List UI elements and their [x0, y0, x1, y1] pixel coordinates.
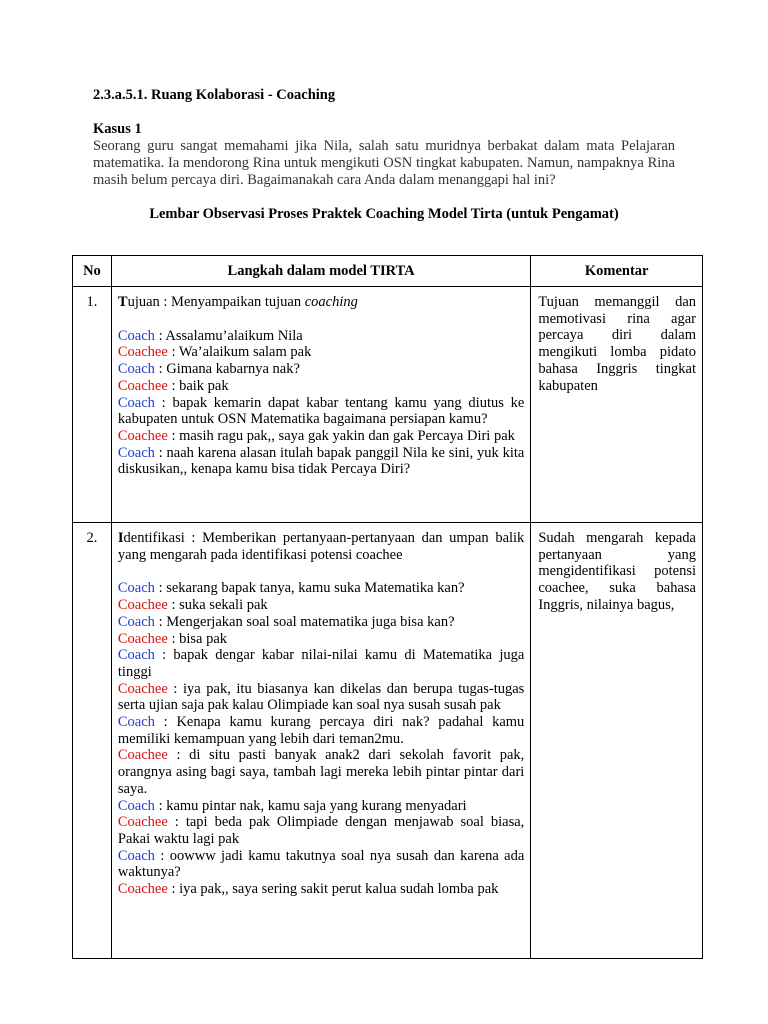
step-title	[118, 294, 524, 311]
dialogue-line	[118, 614, 524, 631]
dialogue-line	[118, 328, 524, 345]
header-no: No	[73, 256, 112, 287]
speaker-label: Coach	[117, 714, 155, 731]
dialogue-text: : masih ragu pak,, saya gak yakin dan gak Percaya Diri pak	[167, 427, 515, 444]
speaker-label: Coach	[117, 580, 155, 597]
speaker-label: Coach	[117, 797, 155, 814]
header-comment: Komentar	[531, 256, 703, 287]
dialogue-text: : suka sekali pak	[167, 597, 268, 614]
speaker-label: Coachee	[117, 597, 168, 614]
dialogue-text: : bapak kemarin dapat kabar tentang kamu yang diutus ke kabupaten untuk OSN Matematika bagaimana persiapan kamu?	[117, 394, 525, 428]
speaker-label: Coachee	[117, 344, 168, 361]
dialogue-text: : sekarang bapak tanya, kamu suka Matematika kan?	[154, 580, 465, 597]
speaker-label: Coach	[117, 647, 155, 664]
speaker-label: Coachee	[117, 881, 168, 898]
dialogue-text: : iya pak,, saya sering sakit perut kalua sudah lomba pak	[167, 881, 499, 898]
dialogue-line	[118, 428, 524, 445]
dialogue-text: : Assalamu’alaikum Nila	[154, 327, 303, 344]
case-body: Seorang guru sangat memahami jika Nila, salah satu muridnya berbakat dalam mata Pelajaran matematika. Ia mendorong Rina untuk mengikuti OSN tingkat kabupaten. Namun, nampaknya Rina masih belum percaya diri. Bagaimanakah cara Anda dalam menanggapi hal ini?	[93, 138, 675, 188]
step-italic: coaching	[304, 294, 358, 310]
dialogue-text: : Wa’alaikum salam pak	[167, 344, 312, 361]
case-title: Kasus 1	[93, 121, 142, 137]
dialogue-text: : bisa pak	[167, 630, 228, 647]
speaker-label: Coachee	[117, 630, 168, 647]
observation-title: Lembar Observasi Proses Praktek Coaching Model Tirta (untuk Pengamat)	[149, 206, 619, 222]
dialogue-text: : Kenapa kamu kurang percaya diri nak? padahal kamu memiliki kemampuan yang lebih dari teman2mu.	[117, 714, 525, 747]
table-header-row	[73, 256, 703, 287]
document-page	[93, 86, 675, 223]
comment-cell: Sudah mengarah kepada pertanyaan yang mengidentifikasi potensi coachee, suka bahasa Inggris, nilainya bagus,	[531, 523, 703, 959]
speaker-label: Coach	[117, 361, 155, 378]
table-row	[73, 287, 703, 523]
step-text: dentifikasi : Memberikan pertanyaan-pertanyaan dan umpan balik yang mengarah pada identifikasi potensi coachee	[117, 530, 525, 563]
dialogue-line	[118, 445, 524, 478]
table-row	[73, 523, 703, 959]
dialogue-line	[118, 361, 524, 378]
dialogue-text: : tapi beda pak Olimpiade dengan menjawab soal biasa, Pakai waktu lagi pak	[117, 814, 525, 847]
dialogue-line	[118, 798, 524, 815]
dialogue-text: : naah karena alasan itulah bapak panggil Nila ke sini, yuk kita diskusikan,, kenapa kamu bisa tidak Percaya Diri?	[117, 444, 525, 478]
dialogue-line	[118, 747, 524, 797]
dialogue-text: : kamu pintar nak, kamu saja yang kurang menyadari	[154, 797, 467, 814]
dialogue-line	[118, 631, 524, 648]
speaker-label: Coachee	[117, 814, 168, 831]
dialogue	[118, 328, 524, 478]
dialogue-text: : iya pak, itu biasanya kan dikelas dan berupa tugas-tugas serta ujian saja pak kalau Olimpiade kan soal nya susah susah pak	[117, 680, 525, 714]
dialogue-line	[118, 344, 524, 361]
step-initial: T	[117, 294, 128, 310]
dialogue-line	[118, 597, 524, 614]
speaker-label: Coach	[117, 613, 155, 630]
dialogue-text: : Mengerjakan soal soal matematika juga bisa kan?	[154, 613, 455, 630]
step-text: ujuan : Menyampaikan tujuan	[127, 294, 305, 310]
dialogue-line	[118, 681, 524, 714]
comment-cell: Tujuan memanggil dan memotivasi rina agar percaya diri dalam mengikuti lomba pidato bahasa Inggris tingkat kabupaten	[531, 287, 703, 523]
dialogue-line	[118, 580, 524, 597]
dialogue-text: : di situ pasti banyak anak2 dari sekolah favorit pak, orangnya asing bagi saya, tambah lagi mereka lebih pintar pintar dari saya.	[117, 747, 525, 797]
speaker-label: Coachee	[117, 427, 168, 444]
row-number: 1.	[73, 287, 112, 523]
speaker-label: Coach	[117, 847, 155, 864]
dialogue-line	[118, 647, 524, 680]
dialogue-text: : Gimana kabarnya nak?	[154, 361, 300, 378]
dialogue-line	[118, 881, 524, 898]
dialogue-text: : bapak dengar kabar nilai-nilai kamu di Matematika juga tinggi	[117, 647, 525, 680]
speaker-label: Coachee	[117, 680, 168, 697]
dialogue-text: : oowww jadi kamu takutnya soal nya susah dan karena ada waktunya?	[117, 847, 525, 881]
speaker-label: Coachee	[117, 377, 168, 394]
step-title	[118, 530, 524, 563]
dialogue-line	[118, 714, 524, 747]
step-cell	[111, 287, 530, 523]
row-number: 2.	[73, 523, 112, 959]
header-step: Langkah dalam model TIRTA	[111, 256, 530, 287]
speaker-label: Coach	[117, 394, 155, 411]
speaker-label: Coachee	[117, 747, 168, 764]
step-initial: I	[117, 530, 124, 546]
speaker-label: Coach	[117, 444, 155, 461]
section-heading: 2.3.a.5.1. Ruang Kolaborasi - Coaching	[93, 87, 336, 103]
dialogue-text: : baik pak	[167, 377, 229, 394]
observation-table	[72, 255, 703, 959]
dialogue-line	[118, 378, 524, 395]
dialogue-line	[118, 848, 524, 881]
step-cell	[111, 523, 530, 959]
dialogue-line	[118, 395, 524, 428]
dialogue	[118, 580, 524, 897]
dialogue-line	[118, 814, 524, 847]
speaker-label: Coach	[117, 327, 155, 344]
